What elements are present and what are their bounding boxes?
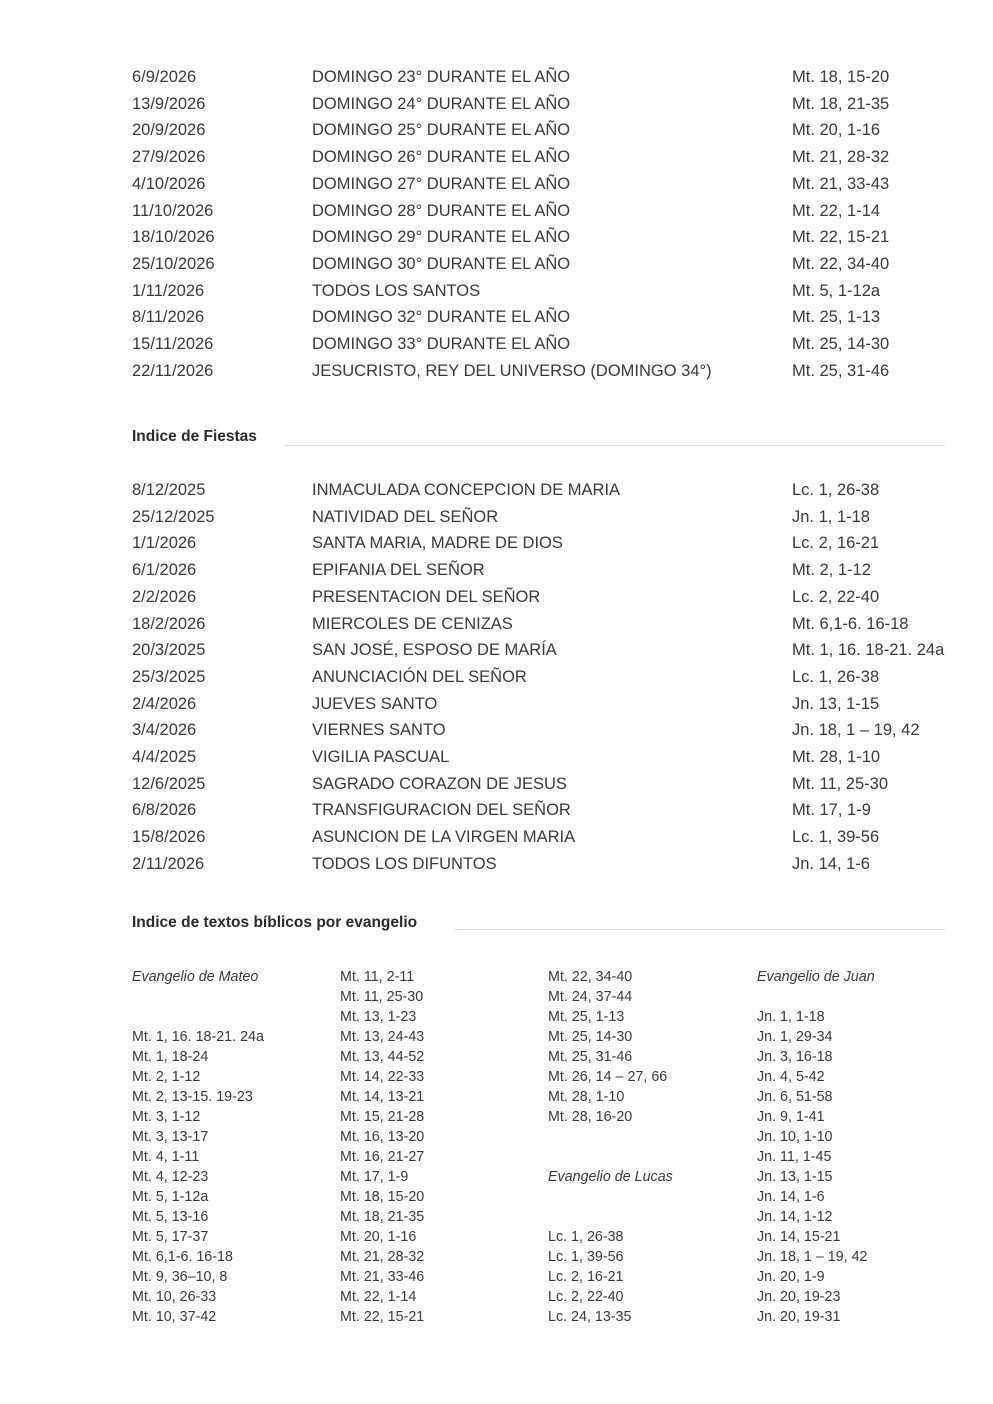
list-row: [0, 224, 993, 250]
index-column: [548, 967, 756, 1327]
row-date: 2/2/2026: [132, 587, 197, 606]
row-date: 2/11/2026: [132, 854, 205, 873]
list-row: [0, 691, 993, 717]
row-date: 8/12/2025: [132, 481, 206, 499]
index-entry: Jn. 3, 16-18: [757, 1049, 833, 1065]
row-reference: Mt. 2, 1-12: [792, 561, 871, 580]
list-row: [0, 851, 993, 877]
list-row: [0, 664, 993, 690]
row-reference: Lc. 1, 26-38: [792, 667, 880, 686]
row-reference: Jn. 14, 1-6: [792, 854, 870, 873]
index-entry: Mt. 18, 15-20: [340, 1189, 425, 1205]
index-entry: Mt. 25, 1-13: [548, 1009, 625, 1025]
list-row: [0, 171, 993, 197]
row-date: 6/1/2026: [132, 561, 197, 580]
index-entry: Mt. 13, 24-43: [340, 1029, 425, 1045]
list-row: [0, 358, 993, 384]
index-entry: Jn. 13, 1-15: [757, 1169, 833, 1185]
index-entry: Mt. 22, 1-14: [340, 1289, 417, 1305]
row-name: DOMINGO 24° DURANTE EL AÑO: [312, 94, 571, 113]
index-column: [340, 967, 548, 1327]
row-name: ANUNCIACIÓN DEL SEÑOR: [312, 667, 527, 686]
row-date: 11/10/2026: [132, 201, 214, 220]
index-entry: Jn. 6, 51-58: [757, 1089, 833, 1105]
index-entry: Mt. 13, 1-23: [340, 1009, 417, 1025]
gospel-title: Evangelio de Lucas: [548, 1169, 673, 1185]
row-reference: Mt. 18, 15-20: [792, 68, 890, 86]
list-row: [0, 504, 993, 530]
list-row: [0, 91, 993, 117]
biblical-index-heading-rule: [455, 929, 945, 930]
row-reference: Mt. 1, 16. 18-21. 24a: [792, 641, 945, 660]
index-entry: Mt. 11, 25-30: [340, 989, 424, 1005]
row-date: 15/11/2026: [132, 335, 214, 353]
index-entry: Mt. 28, 1-10: [548, 1089, 625, 1105]
index-entry: Mt. 2, 1-12: [132, 1069, 201, 1085]
row-name: NATIVIDAD DEL SEÑOR: [312, 507, 499, 526]
row-name: DOMINGO 30° DURANTE EL AÑO: [312, 254, 571, 273]
biblical-index-heading: Indice de textos bíblicos por evangelio: [132, 914, 418, 931]
list-row: [0, 824, 993, 850]
row-reference: Mt. 20, 1-16: [792, 121, 881, 140]
row-date: 27/9/2026: [132, 148, 206, 167]
row-date: 4/4/2025: [132, 748, 197, 766]
index-entry: Jn. 4, 5-42: [757, 1069, 825, 1085]
index-entry: Mt. 3, 13-17: [132, 1129, 209, 1145]
index-entry: Lc. 2, 16-21: [548, 1269, 624, 1285]
row-reference: Jn. 13, 1-15: [792, 694, 880, 713]
list-row: [0, 771, 993, 797]
row-date: 18/2/2026: [132, 614, 206, 633]
index-entry: Jn. 1, 1-18: [757, 1009, 825, 1025]
index-entry: [132, 1007, 340, 1027]
row-name: DOMINGO 27° DURANTE EL AÑO: [312, 174, 571, 193]
row-reference: Mt. 17, 1-9: [792, 801, 871, 820]
index-entry: [548, 1127, 756, 1147]
index-entry: Mt. 3, 1-12: [132, 1109, 201, 1125]
index-entry: Mt. 16, 13-20: [340, 1129, 425, 1145]
row-reference: Mt. 21, 33-43: [792, 174, 890, 193]
row-reference: Mt. 11, 25-30: [792, 774, 888, 793]
row-reference: Mt. 28, 1-10: [792, 748, 881, 766]
row-name: DOMINGO 32° DURANTE EL AÑO: [312, 308, 571, 327]
row-date: 1/1/2026: [132, 534, 197, 553]
list-row: [0, 557, 993, 583]
index-entry: Mt. 2, 13-15. 19-23: [132, 1089, 253, 1105]
list-row: [0, 64, 993, 90]
row-date: 25/10/2026: [132, 254, 215, 273]
row-date: 15/8/2026: [132, 828, 206, 847]
index-entry: Jn. 20, 19-23: [757, 1289, 841, 1305]
row-reference: Mt. 22, 34-40: [792, 254, 890, 273]
index-entry: [757, 987, 965, 1007]
row-reference: Mt. 21, 28-32: [792, 148, 890, 167]
list-row: [0, 477, 993, 503]
index-entry: Lc. 2, 22-40: [548, 1289, 624, 1305]
row-name: TODOS LOS DIFUNTOS: [312, 854, 497, 873]
row-name: JESUCRISTO, REY DEL UNIVERSO (DOMINGO 34°): [312, 361, 712, 380]
row-reference: Mt. 25, 31-46: [792, 361, 890, 380]
index-entry: Mt. 18, 21-35: [340, 1209, 425, 1225]
index-entry: Jn. 20, 19-31: [757, 1309, 841, 1325]
index-entry: Jn. 9, 1-41: [757, 1109, 825, 1125]
row-name: ASUNCION DE LA VIRGEN MARIA: [312, 828, 576, 847]
row-date: 20/3/2025: [132, 641, 206, 660]
row-name: DOMINGO 33° DURANTE EL AÑO: [312, 335, 571, 353]
index-entry: Mt. 1, 18-24: [132, 1049, 209, 1065]
index-entry: Mt. 1, 16. 18-21. 24a: [132, 1029, 264, 1045]
index-entry: Mt. 5, 13-16: [132, 1209, 209, 1225]
index-entry: Jn. 11, 1-45: [757, 1149, 832, 1165]
index-entry: Mt. 14, 13-21: [340, 1089, 425, 1105]
list-row: [0, 117, 993, 143]
index-entry: Mt. 15, 21-28: [340, 1109, 425, 1125]
index-entry: [548, 1207, 756, 1227]
row-name: VIGILIA PASCUAL: [312, 748, 450, 766]
list-row: [0, 744, 993, 770]
row-date: 18/10/2026: [132, 228, 215, 247]
row-date: 2/4/2026: [132, 694, 197, 713]
index-entry: Mt. 28, 16-20: [548, 1109, 633, 1125]
index-entry: [548, 1147, 756, 1167]
row-name: SAGRADO CORAZON DE JESUS: [312, 774, 567, 793]
row-name: DOMINGO 29° DURANTE EL AÑO: [312, 228, 571, 247]
index-entry: Mt. 6,1-6. 16-18: [132, 1249, 233, 1265]
index-entry: Mt. 9, 36–10, 8: [132, 1269, 228, 1285]
row-date: 13/9/2026: [132, 94, 206, 113]
row-reference: Mt. 22, 15-21: [792, 228, 890, 247]
row-date: 6/8/2026: [132, 801, 197, 820]
index-entry: Mt. 21, 28-32: [340, 1249, 425, 1265]
index-entry: Mt. 22, 15-21: [340, 1309, 425, 1325]
row-reference: Mt. 5, 1-12a: [792, 281, 881, 300]
row-reference: Mt. 22, 1-14: [792, 201, 881, 220]
index-column: [132, 967, 340, 1327]
index-entry: [548, 1187, 756, 1207]
list-row: [0, 584, 993, 610]
list-row: [0, 304, 993, 330]
row-name: PRESENTACION DEL SEÑOR: [312, 587, 541, 606]
index-entry: [132, 987, 340, 1007]
row-name: JUEVES SANTO: [312, 694, 438, 713]
row-name: SANTA MARIA, MADRE DE DIOS: [312, 534, 563, 553]
row-reference: Mt. 25, 14-30: [792, 335, 890, 353]
index-entry: Mt. 10, 37-42: [132, 1309, 217, 1325]
row-name: DOMINGO 26° DURANTE EL AÑO: [312, 148, 571, 167]
row-date: 4/10/2026: [132, 174, 206, 193]
row-name: DOMINGO 23° DURANTE EL AÑO: [312, 68, 571, 86]
row-name: TODOS LOS SANTOS: [312, 281, 481, 300]
index-entry: Jn. 18, 1 – 19, 42: [757, 1249, 868, 1265]
row-reference: Jn. 18, 1 – 19, 42: [792, 721, 920, 740]
gospel-title: Evangelio de Mateo: [132, 969, 259, 985]
list-row: [0, 530, 993, 556]
index-entry: Mt. 17, 1-9: [340, 1169, 409, 1185]
row-reference: Lc. 1, 39-56: [792, 828, 880, 847]
gospel-title: Evangelio de Juan: [757, 969, 875, 985]
list-row: [0, 251, 993, 277]
row-date: 12/6/2025: [132, 774, 206, 793]
row-name: MIERCOLES DE CENIZAS: [312, 614, 513, 633]
index-entry: Mt. 16, 21-27: [340, 1149, 425, 1165]
list-row: [0, 331, 993, 357]
list-row: [0, 144, 993, 170]
index-entry: Mt. 4, 12-23: [132, 1169, 209, 1185]
index-entry: Lc. 1, 26-38: [548, 1229, 624, 1245]
row-date: 8/11/2026: [132, 308, 205, 327]
row-reference: Lc. 1, 26-38: [792, 481, 880, 499]
index-entry: Lc. 24, 13-35: [548, 1309, 632, 1325]
list-row: [0, 797, 993, 823]
row-date: 22/11/2026: [132, 361, 214, 380]
index-entry: Mt. 10, 26-33: [132, 1289, 217, 1305]
row-reference: Lc. 2, 22-40: [792, 587, 880, 606]
index-entry: Mt. 25, 14-30: [548, 1029, 633, 1045]
index-entry: Mt. 25, 31-46: [548, 1049, 633, 1065]
index-entry: Mt. 20, 1-16: [340, 1229, 417, 1245]
row-date: 3/4/2026: [132, 721, 197, 740]
row-date: 25/3/2025: [132, 667, 206, 686]
index-entry: Jn. 1, 29-34: [757, 1029, 833, 1045]
index-entry: Mt. 5, 1-12a: [132, 1189, 209, 1205]
row-reference: Mt. 18, 21-35: [792, 94, 890, 113]
index-entry: Mt. 5, 17-37: [132, 1229, 209, 1245]
index-entry: Mt. 24, 37-44: [548, 989, 633, 1005]
row-reference: Lc. 2, 16-21: [792, 534, 880, 553]
list-row: [0, 198, 993, 224]
row-name: INMACULADA CONCEPCION DE MARIA: [312, 481, 621, 499]
row-date: 6/9/2026: [132, 68, 197, 86]
row-date: 25/12/2025: [132, 507, 215, 526]
index-entry: Jn. 14, 15-21: [757, 1229, 841, 1245]
list-row: [0, 278, 993, 304]
fiestas-heading-rule: [285, 445, 945, 446]
index-entry: Jn. 10, 1-10: [757, 1129, 833, 1145]
row-name: EPIFANIA DEL SEÑOR: [312, 561, 485, 580]
row-name: DOMINGO 28° DURANTE EL AÑO: [312, 201, 571, 220]
row-name: DOMINGO 25° DURANTE EL AÑO: [312, 121, 571, 140]
index-entry: Jn. 20, 1-9: [757, 1269, 825, 1285]
list-row: [0, 611, 993, 637]
index-entry: Mt. 26, 14 – 27, 66: [548, 1069, 668, 1085]
index-entry: Lc. 1, 39-56: [548, 1249, 624, 1265]
index-entry: Jn. 14, 1-12: [757, 1209, 833, 1225]
row-reference: Mt. 6,1-6. 16-18: [792, 614, 909, 633]
list-row: [0, 637, 993, 663]
index-entry: Mt. 13, 44-52: [340, 1049, 425, 1065]
row-reference: Mt. 25, 1-13: [792, 308, 881, 327]
row-date: 1/11/2026: [132, 281, 205, 300]
row-name: VIERNES SANTO: [312, 721, 446, 740]
index-entry: Mt. 21, 33-46: [340, 1269, 425, 1285]
index-entry: Jn. 14, 1-6: [757, 1189, 825, 1205]
fiestas-heading: Indice de Fiestas: [132, 428, 257, 445]
index-entry: Mt. 14, 22-33: [340, 1069, 425, 1085]
row-name: SAN JOSÉ, ESPOSO DE MARÍA: [312, 641, 557, 660]
index-entry: Mt. 4, 1-11: [132, 1149, 200, 1165]
list-row: [0, 717, 993, 743]
index-column: [757, 967, 965, 1327]
row-date: 20/9/2026: [132, 121, 206, 140]
index-entry: Mt. 11, 2-11: [340, 969, 415, 985]
row-reference: Jn. 1, 1-18: [792, 507, 870, 526]
index-entry: Mt. 22, 34-40: [548, 969, 633, 985]
row-name: TRANSFIGURACION DEL SEÑOR: [312, 801, 571, 820]
